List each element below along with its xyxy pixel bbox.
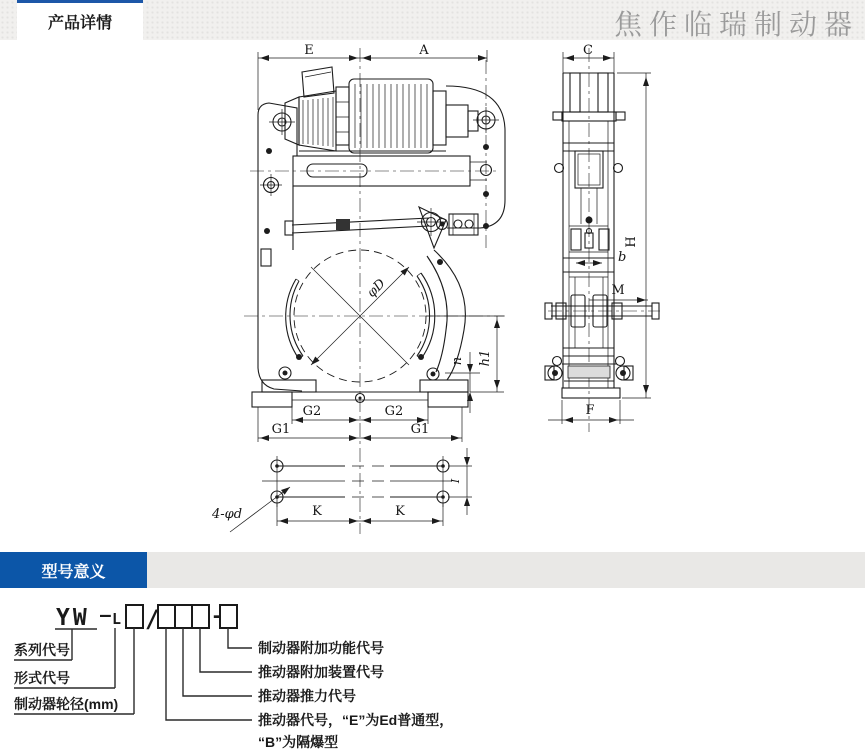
code-series: YW [56, 605, 90, 631]
dim-phi-d-label: φD [364, 276, 389, 301]
top-header-strip [0, 0, 865, 40]
dim-g1-right-label: G1 [410, 422, 430, 437]
code-box-thruster [158, 605, 175, 628]
code-dash: – [100, 605, 111, 626]
plan-view [211, 448, 472, 532]
brand-watermark: 焦作临瑞制动器 [613, 8, 859, 41]
model-meaning-diagram [0, 588, 865, 752]
dim-g2-right-label: G2 [384, 404, 404, 419]
dim-h-label: H [624, 236, 639, 248]
dim-h1-label: h1 [478, 349, 493, 367]
dim-holes-label: 4-φd [212, 507, 243, 522]
label-form-code: 形式代号 [14, 670, 70, 686]
label-thruster-thrust: 推动器推力代号 [258, 688, 356, 704]
dim-f-label: F [585, 403, 595, 418]
dim-b-label: b [618, 250, 627, 265]
code-box-device [192, 605, 209, 628]
code-box-function [220, 605, 237, 628]
label-series-code: 系列代号 [14, 642, 70, 658]
dim-g1-left-label: G1 [271, 422, 291, 437]
label-explosion-proof: “B”为隔爆型 [258, 734, 339, 750]
code-slash: / [145, 605, 160, 633]
side-view [545, 43, 660, 432]
dim-g2-left-label: G2 [302, 404, 322, 419]
model-section-header [0, 552, 147, 588]
dim-m-label: M [611, 283, 625, 298]
code-hyphen: - [211, 605, 223, 627]
dim-c-label: C [583, 43, 593, 58]
dim-e-label: E [304, 43, 314, 58]
dim-row-label: I [449, 478, 462, 484]
tab-product-details[interactable] [17, 0, 143, 40]
release-rod [285, 218, 429, 235]
dim-k-left-label: K [312, 504, 322, 519]
dim-k-right-label: K [395, 504, 405, 519]
model-section-title: 型号意义 [41, 563, 106, 581]
label-brake-function: 制动器附加功能代号 [258, 640, 384, 656]
code-box-thrust [175, 605, 192, 628]
right-frame [417, 86, 505, 392]
model-code [55, 605, 237, 633]
thruster-motor [285, 67, 478, 153]
dim-n-label: n [450, 356, 465, 366]
tab-label: 产品详情 [47, 15, 112, 32]
label-thruster-code: 推动器代号，“E”为Ed普通型， [258, 712, 454, 728]
dim-a-label: A [419, 43, 429, 58]
label-thruster-device: 推动器附加装置代号 [258, 664, 384, 680]
brake-technical-drawing [0, 40, 865, 552]
model-section-bar [0, 552, 865, 588]
code-form: L [112, 610, 122, 628]
code-box-wheel [126, 605, 143, 628]
label-wheel-diameter: 制动器轮径(mm) [14, 696, 119, 712]
